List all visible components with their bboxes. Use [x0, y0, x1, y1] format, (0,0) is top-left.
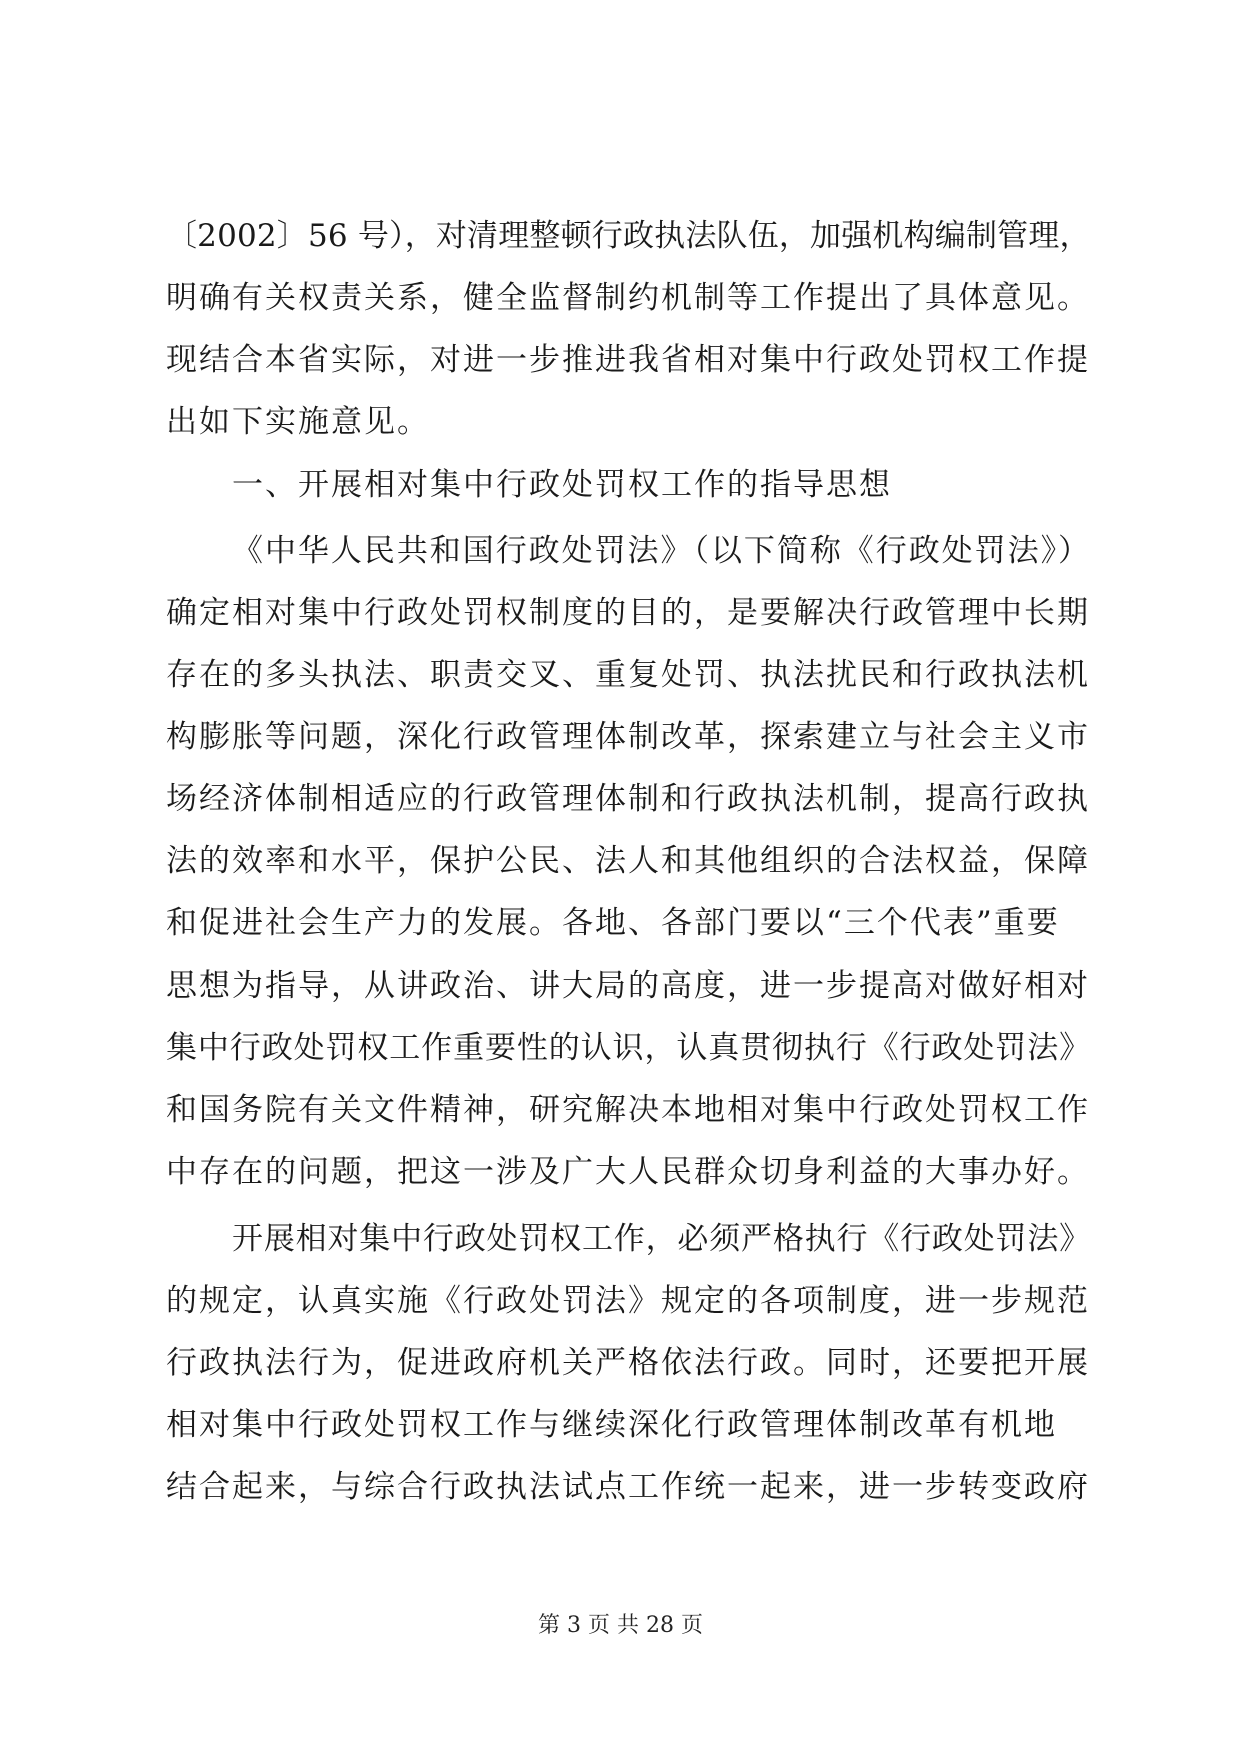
text-line: 结合起来，与综合行政执法试点工作统一起来，进一步转变政府: [166, 1469, 1090, 1505]
text-line: 和促进社会生产力的发展。各地、各部门要以“三个代表”重要: [166, 905, 1060, 941]
text-line: 思想为指导，从讲政治、讲大局的高度，进一步提高对做好相对: [166, 968, 1090, 1004]
text-line: 中存在的问题，把这一涉及广大人民群众切身利益的大事办好。: [166, 1154, 1090, 1190]
text-line: 确定相对集中行政处罚权制度的目的，是要解决行政管理中长期: [166, 595, 1090, 631]
text-line: 出如下实施意见。: [166, 404, 430, 440]
text-line: 场经济体制相适应的行政管理体制和行政执法机制，提高行政执: [166, 781, 1090, 817]
text-line: 法的效率和水平，保护公民、法人和其他组织的合法权益，保障: [166, 843, 1090, 879]
section-heading: 一、开展相对集中行政处罚权工作的指导思想: [232, 467, 892, 503]
text-line: 开展相对集中行政处罚权工作，必须严格执行《行政处罚法》: [232, 1221, 1091, 1257]
text-line: 的规定，认真实施《行政处罚法》规定的各项制度，进一步规范: [166, 1283, 1090, 1319]
text-line: 〔2002〕56 号），对清理整顿行政执法队伍，加强机构编制管理，: [166, 218, 1091, 254]
text-line: 行政执法行为，促进政府机关严格依法行政。同时，还要把开展: [166, 1345, 1090, 1381]
text-line: 相对集中行政处罚权工作与继续深化行政管理体制改革有机地: [166, 1407, 1057, 1443]
text-line: 现结合本省实际，对进一步推进我省相对集中行政处罚权工作提: [166, 342, 1090, 378]
page-number: 第 3 页 共 28 页: [538, 1613, 703, 1638]
text-line: 和国务院有关文件精神，研究解决本地相对集中行政处罚权工作: [166, 1092, 1090, 1128]
text-line: 存在的多头执法、职责交叉、重复处罚、执法扰民和行政执法机: [166, 657, 1090, 693]
text-line: 明确有关权责关系，健全监督制约机制等工作提出了具体意见。: [166, 280, 1090, 316]
text-line: 《中华人民共和国行政处罚法》（以下简称《行政处罚法》）: [232, 533, 1091, 569]
text-line: 集中行政处罚权工作重要性的认识，认真贯彻执行《行政处罚法》: [166, 1030, 1091, 1066]
text-line: 构膨胀等问题，深化行政管理体制改革，探索建立与社会主义市: [166, 719, 1090, 755]
